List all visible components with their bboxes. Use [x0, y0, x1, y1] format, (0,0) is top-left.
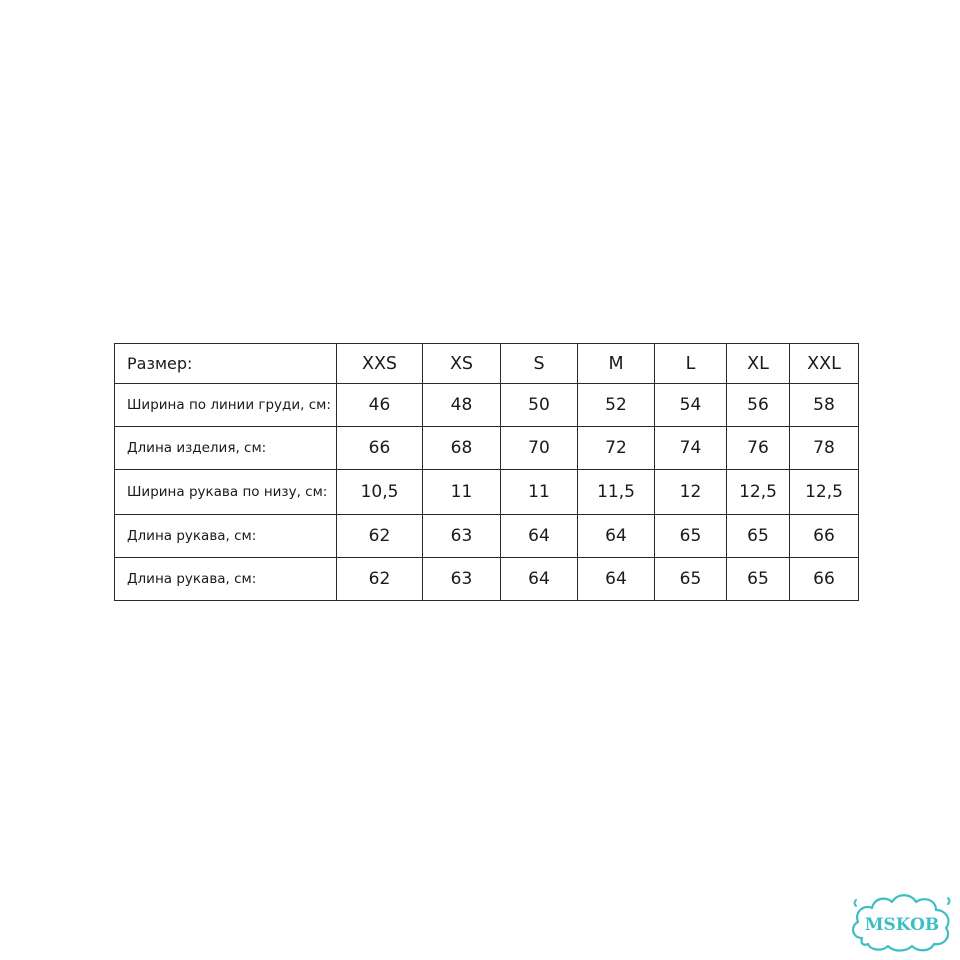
size-chart-table: [114, 343, 859, 601]
cloud-logo-icon: [848, 888, 956, 954]
table-cell: 65: [727, 558, 790, 601]
table-cell: 65: [727, 515, 790, 558]
table-cell: 64: [578, 515, 655, 558]
table-cell: 64: [501, 515, 578, 558]
table-header-row: [115, 344, 859, 384]
table-cell: 62: [337, 515, 423, 558]
table-cell: 66: [790, 558, 859, 601]
size-header-xl: XL: [727, 344, 790, 384]
table-cell: 10,5: [337, 470, 423, 515]
watermark-text: MSKOB: [864, 915, 940, 935]
size-header-s: S: [501, 344, 578, 384]
table-cell: 66: [337, 427, 423, 470]
table-row: [115, 384, 859, 427]
table-row: [115, 470, 859, 515]
table-cell: 68: [423, 427, 501, 470]
table-cell: 64: [501, 558, 578, 601]
table-cell: 12: [655, 470, 727, 515]
row-label: Длина рукава, см:: [115, 515, 337, 558]
table-row: [115, 558, 859, 601]
table-cell: 11: [501, 470, 578, 515]
table-cell: 58: [790, 384, 859, 427]
table-cell: 65: [655, 515, 727, 558]
row-label: Ширина рукава по низу, см:: [115, 470, 337, 515]
size-header-xxl: XXL: [790, 344, 859, 384]
table-cell: 11,5: [578, 470, 655, 515]
table-cell: 12,5: [727, 470, 790, 515]
table-cell: 50: [501, 384, 578, 427]
table-cell: 56: [727, 384, 790, 427]
table-cell: 78: [790, 427, 859, 470]
row-label: Длина рукава, см:: [115, 558, 337, 601]
row-label: Длина изделия, см:: [115, 427, 337, 470]
table-cell: 63: [423, 558, 501, 601]
table-row: [115, 515, 859, 558]
size-header-xxs: XXS: [337, 344, 423, 384]
table-cell: 48: [423, 384, 501, 427]
table-cell: 52: [578, 384, 655, 427]
header-label: Размер:: [115, 344, 337, 384]
table-cell: 72: [578, 427, 655, 470]
table-cell: 70: [501, 427, 578, 470]
table-cell: 11: [423, 470, 501, 515]
table-cell: 46: [337, 384, 423, 427]
size-header-m: M: [578, 344, 655, 384]
watermark-logo: [848, 888, 956, 954]
table-cell: 64: [578, 558, 655, 601]
size-header-l: L: [655, 344, 727, 384]
table-cell: 66: [790, 515, 859, 558]
table-cell: 65: [655, 558, 727, 601]
table-cell: 74: [655, 427, 727, 470]
table-row: [115, 427, 859, 470]
table-cell: 54: [655, 384, 727, 427]
row-label: Ширина по линии груди, см:: [115, 384, 337, 427]
table-cell: 12,5: [790, 470, 859, 515]
table-cell: 62: [337, 558, 423, 601]
table-cell: 76: [727, 427, 790, 470]
table-cell: 63: [423, 515, 501, 558]
size-header-xs: XS: [423, 344, 501, 384]
